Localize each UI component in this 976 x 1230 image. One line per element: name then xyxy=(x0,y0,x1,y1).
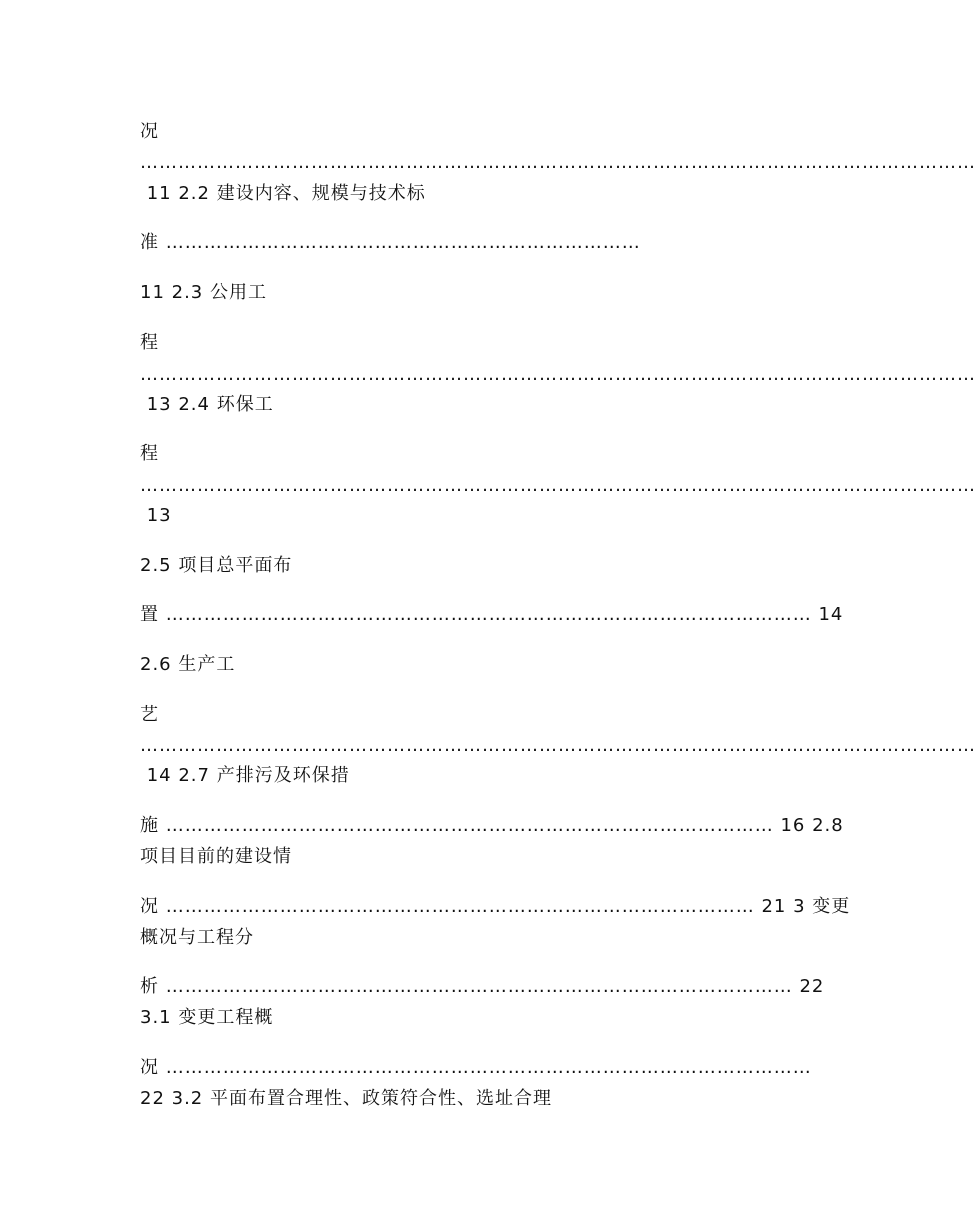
toc-leader-line: …………………………………………………………………………………………………………………… xyxy=(140,152,976,173)
toc-text-line: 施 …………………………………………………………………………………… 16 2.8 xyxy=(140,815,844,836)
toc-text-line: 程 xyxy=(140,332,159,353)
toc-text-line: 2.6 生产工 xyxy=(140,654,236,675)
toc-text-line: 11 2.3 公用工 xyxy=(140,282,267,303)
toc-text-line: 况 xyxy=(140,121,159,142)
toc-text-line: 程 xyxy=(140,443,159,464)
toc-text-line: 置 ………………………………………………………………………………………… 14 xyxy=(140,604,844,625)
toc-text-line: 况 ………………………………………………………………………………………… xyxy=(140,1057,812,1078)
toc-text-line: 22 3.2 平面布置合理性、政策符合性、选址合理 xyxy=(140,1088,552,1109)
toc-text-line: 2.5 项目总平面布 xyxy=(140,555,293,576)
toc-text-line: 3.1 变更工程概 xyxy=(140,1007,274,1028)
toc-text-line: 析 ……………………………………………………………………………………… 22 xyxy=(140,976,825,997)
toc-leader-line: …………………………………………………………………………………………………………………… xyxy=(140,364,976,385)
toc-leader-line: …………………………………………………………………………………………………………………… xyxy=(140,475,976,496)
toc-leader-line: …………………………………………………………………………………………………………………… xyxy=(140,735,976,756)
toc-text-line: 况 ………………………………………………………………………………… 21 3 变更 xyxy=(140,896,851,917)
toc-text-line: 准 ………………………………………………………………… xyxy=(140,232,641,253)
toc-text-line: 11 2.2 建设内容、规模与技术标 xyxy=(140,183,426,204)
toc-text-line: 14 2.7 产排污及环保措 xyxy=(140,765,350,786)
toc-text-line: 13 xyxy=(140,505,172,526)
toc-text-line: 概况与工程分 xyxy=(140,927,254,948)
toc-text-line: 13 2.4 环保工 xyxy=(140,394,274,415)
toc-text-line: 艺 xyxy=(140,704,159,725)
toc-text-line: 项目目前的建设情 xyxy=(140,846,292,867)
